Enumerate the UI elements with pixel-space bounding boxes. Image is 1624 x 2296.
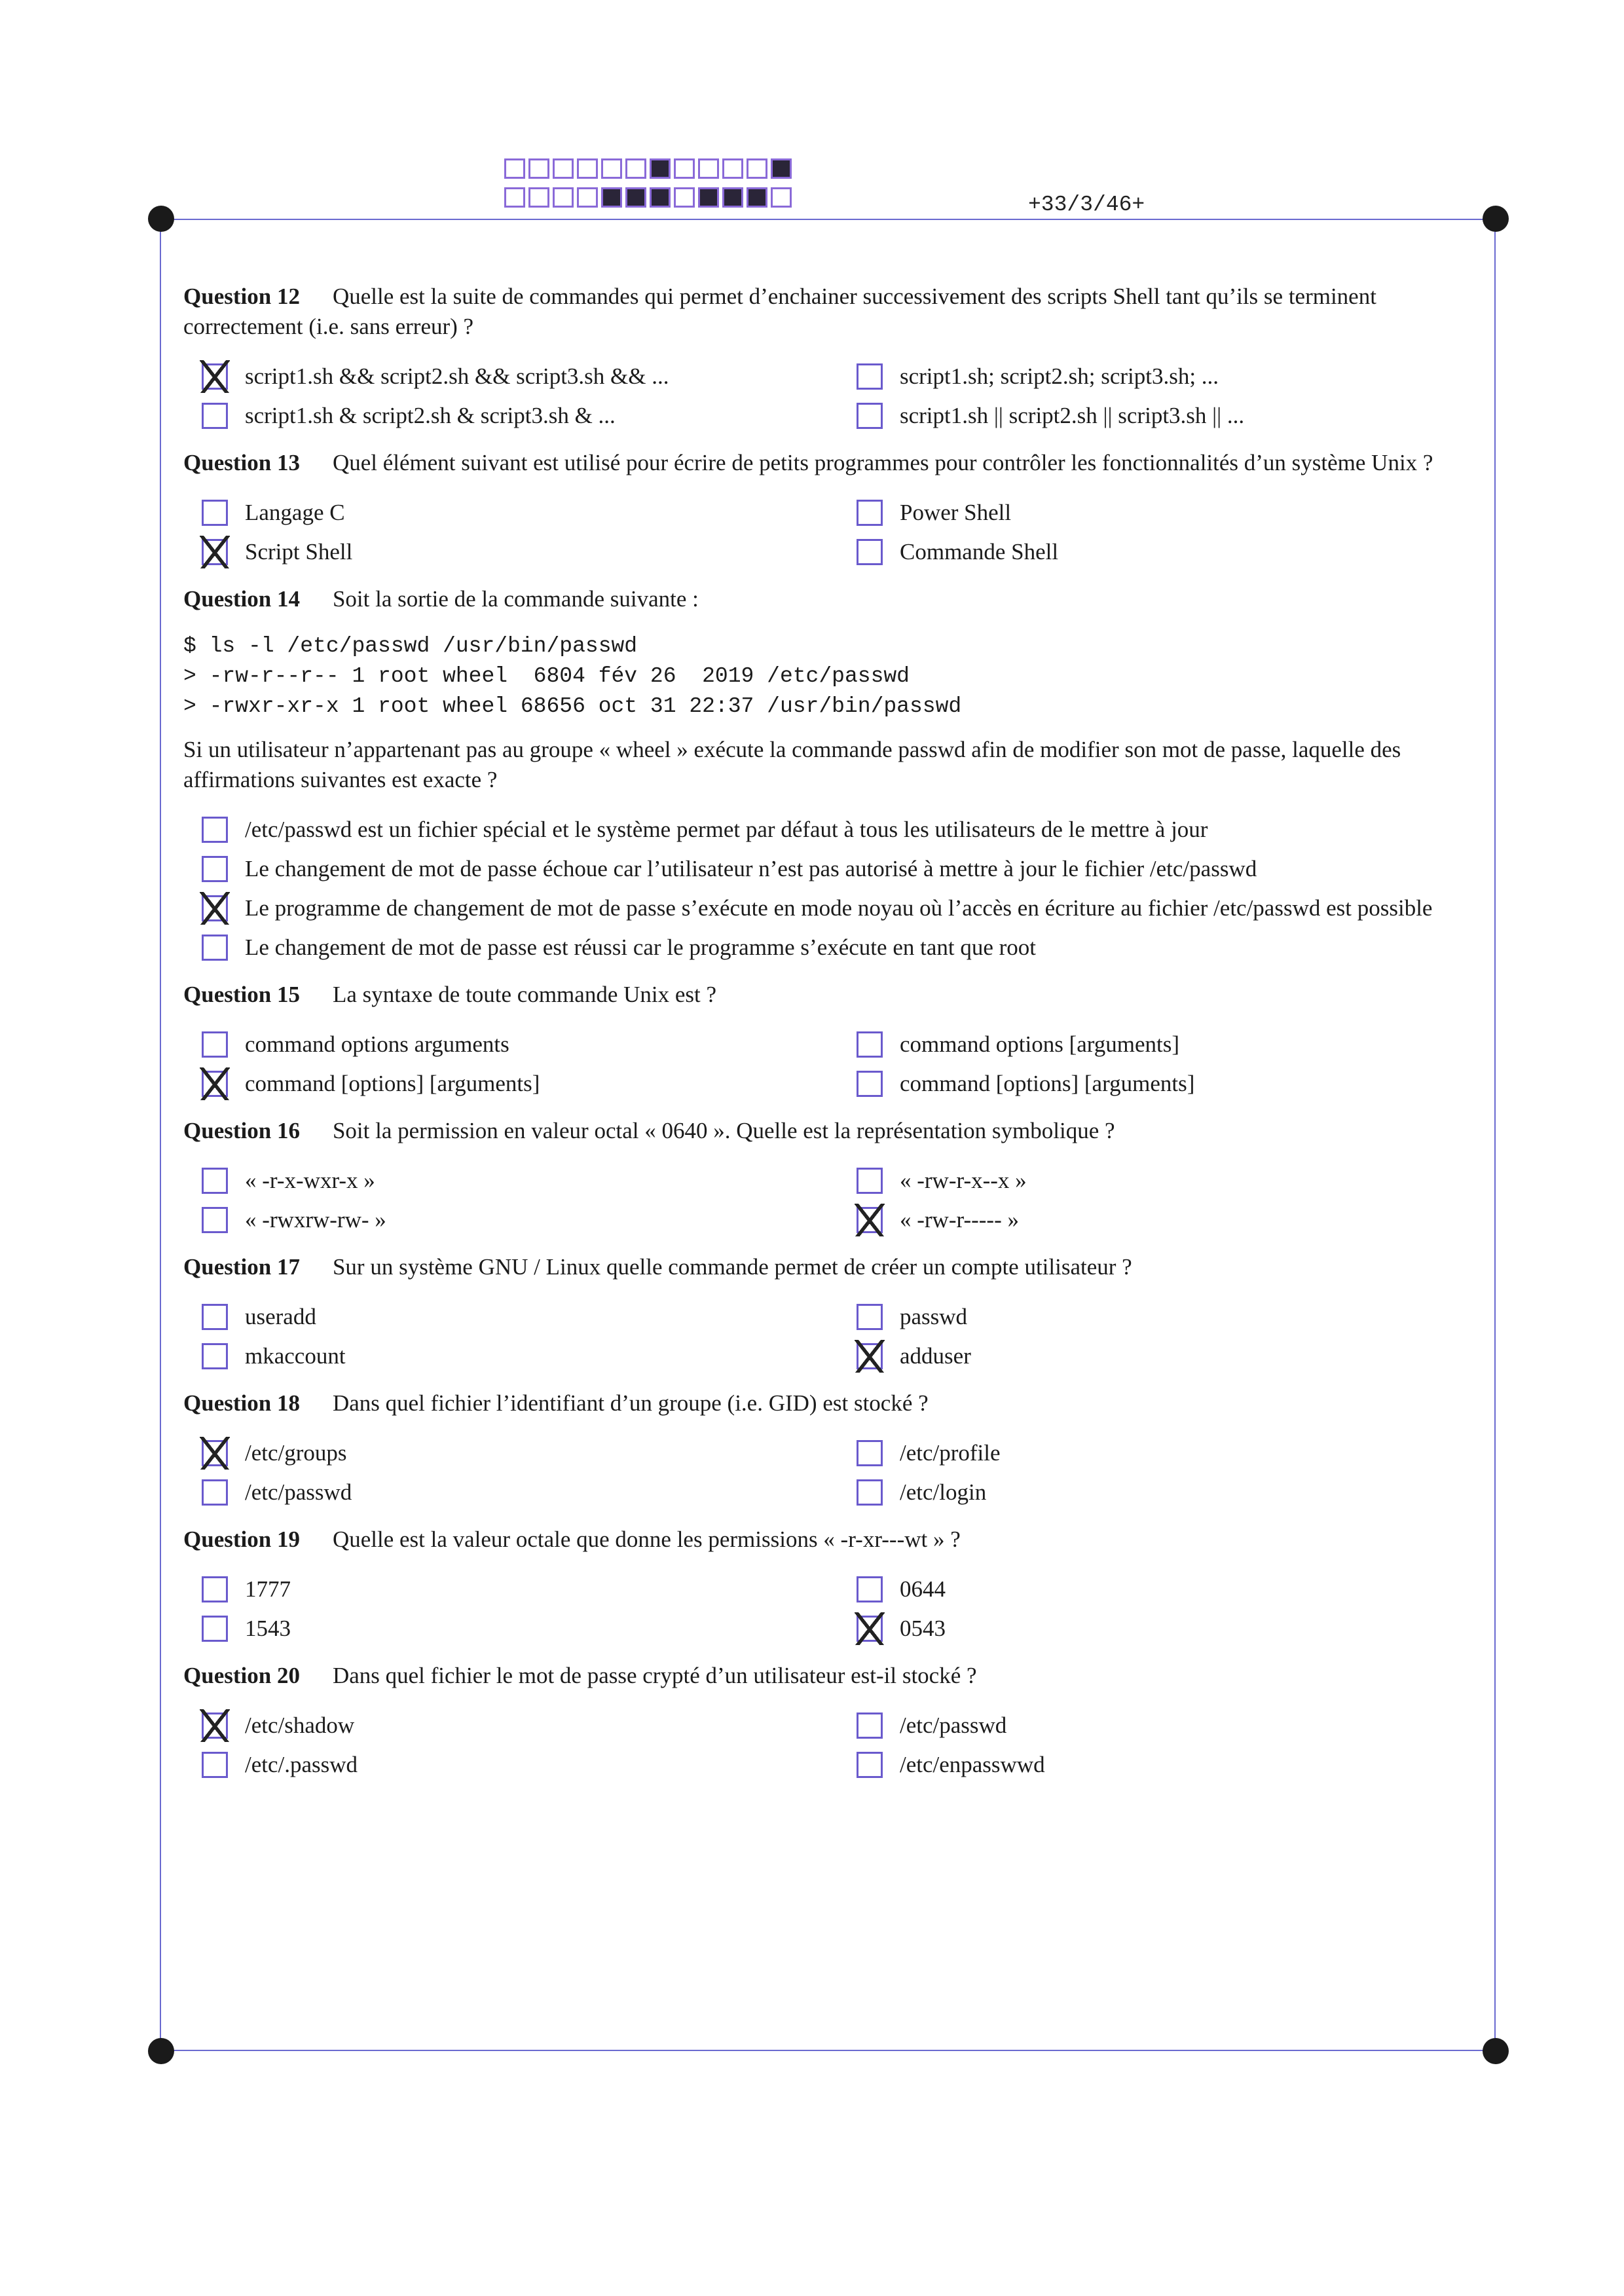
barcode-cell: [625, 158, 646, 179]
code-line: > -rwxr-xr-x 1 root wheel 68656 oct 31 22:37 /usr/bin/passwd: [183, 694, 962, 718]
question-prompt: [183, 282, 1467, 342]
answer-option[interactable]: [202, 1614, 857, 1644]
answer-option[interactable]: [857, 1205, 1485, 1235]
option-label: 1777: [245, 1576, 291, 1602]
answer-option[interactable]: [857, 1574, 1485, 1604]
answer-option[interactable]: [202, 1166, 857, 1196]
barcode-row-1: [504, 158, 792, 179]
question-number: Question 14: [183, 586, 300, 612]
corner-marker-top-left: [148, 206, 174, 232]
question-number: Question 16: [183, 1118, 300, 1143]
answer-option[interactable]: [857, 1614, 1485, 1644]
checkbox[interactable]: [857, 539, 883, 565]
barcode-cell: [722, 158, 743, 179]
barcode-cell: [698, 187, 719, 208]
option-label: script1.sh; script2.sh; script3.sh; ...: [900, 363, 1219, 389]
question-text: Sur un système GNU / Linux quelle commande permet de créer un compte utilisateur ?: [332, 1254, 1132, 1280]
corner-marker-bottom-left: [148, 2038, 174, 2064]
answer-option[interactable]: [202, 1711, 857, 1741]
answer-options: [202, 1166, 1467, 1235]
checkbox[interactable]: [202, 1304, 228, 1330]
question-number: Question 12: [183, 284, 300, 309]
answer-option[interactable]: [857, 401, 1485, 431]
answer-options: [202, 815, 1467, 963]
option-label: /etc/login: [900, 1479, 987, 1505]
answer-option[interactable]: [857, 1750, 1485, 1780]
answer-option[interactable]: [202, 537, 857, 567]
checked-checkbox[interactable]: [857, 1343, 883, 1369]
option-label: command options arguments: [245, 1031, 509, 1057]
checkbox[interactable]: [857, 1576, 883, 1602]
checkbox[interactable]: [857, 1168, 883, 1194]
barcode-cell: [528, 158, 549, 179]
answer-option[interactable]: [857, 1438, 1485, 1468]
barcode-cell: [504, 158, 525, 179]
question-block: [183, 1661, 1467, 1780]
checked-checkbox[interactable]: [202, 1713, 228, 1739]
question-followup: Si un utilisateur n’appartenant pas au groupe « wheel » exécute la commande passwd afin de modifier son mot de passe, laquelle des affirmations suivantes est exacte ?: [183, 737, 1401, 792]
checkbox[interactable]: [857, 1440, 883, 1466]
answer-option[interactable]: [857, 1711, 1485, 1741]
question-prompt: [183, 1116, 1467, 1146]
option-label: /etc/passwd est un fichier spécial et le système permet par défaut à tous les utilisateurs de le mettre à jour: [245, 817, 1208, 842]
option-label: script1.sh && script2.sh && script3.sh && ...: [245, 363, 669, 389]
corner-marker-bottom-right: [1483, 2038, 1509, 2064]
question-number: Question 20: [183, 1663, 300, 1688]
barcode-cell: [553, 158, 574, 179]
question-block: [183, 1116, 1467, 1235]
checked-checkbox[interactable]: [202, 895, 228, 921]
option-label: /etc/profile: [900, 1440, 1001, 1466]
checkbox[interactable]: [857, 1752, 883, 1778]
answer-options: [202, 498, 1467, 567]
option-label: Commande Shell: [900, 539, 1059, 565]
question-text: Quelle est la suite de commandes qui permet d’enchainer successivement des scripts Shell tant qu’ils se terminent correctement (i.e. sans erreur) ?: [183, 284, 1376, 339]
checkbox[interactable]: [857, 500, 883, 526]
answer-option[interactable]: [202, 1029, 857, 1060]
barcode-cell: [601, 158, 622, 179]
checkbox[interactable]: [202, 500, 228, 526]
answer-option[interactable]: [202, 1750, 857, 1780]
answer-option[interactable]: [857, 498, 1485, 528]
question-number: Question 13: [183, 450, 300, 475]
barcode-cell: [674, 158, 695, 179]
checkbox[interactable]: [857, 1031, 883, 1058]
barcode-cell: [577, 158, 598, 179]
checkbox[interactable]: [202, 1616, 228, 1642]
checkbox[interactable]: [202, 1031, 228, 1058]
option-label: Le changement de mot de passe est réussi car le programme s’exécute en tant que root: [245, 935, 1036, 960]
option-label: /etc/groups: [245, 1440, 347, 1466]
barcode-cell: [601, 187, 622, 208]
option-label: Le programme de changement de mot de passe s’exécute en mode noyau où l’accès en écriture au fichier /etc/passwd est possible: [245, 895, 1433, 921]
answer-options: [202, 1302, 1467, 1371]
answer-option[interactable]: [202, 1069, 857, 1099]
question-prompt: [183, 1388, 1467, 1418]
answer-option[interactable]: [202, 1574, 857, 1604]
answer-options: [202, 1029, 1467, 1099]
checked-checkbox[interactable]: [857, 1207, 883, 1233]
checkbox[interactable]: [857, 403, 883, 429]
option-label: Script Shell: [245, 539, 353, 565]
barcode-cell: [650, 187, 671, 208]
checkbox[interactable]: [202, 1479, 228, 1506]
question-block: [183, 448, 1467, 567]
question-block: [183, 1525, 1467, 1644]
question-prompt: [183, 584, 1467, 614]
question-text: Dans quel fichier l’identifiant d’un groupe (i.e. GID) est stocké ?: [332, 1390, 929, 1416]
answer-option[interactable]: [202, 361, 857, 392]
option-label: /etc/passwd: [245, 1479, 352, 1505]
question-prompt: [183, 1252, 1467, 1282]
option-label: /etc/shadow: [245, 1713, 355, 1738]
answer-option[interactable]: [857, 361, 1485, 392]
answer-option[interactable]: [202, 1302, 857, 1332]
option-label: command [options] [arguments]: [245, 1071, 540, 1096]
barcode-cell: [553, 187, 574, 208]
option-label: adduser: [900, 1343, 971, 1369]
code-block: [183, 631, 1467, 722]
barcode-cell: [625, 187, 646, 208]
option-label: script1.sh || script2.sh || script3.sh || ...: [900, 403, 1245, 428]
question-block: [183, 980, 1467, 1099]
question-text: Soit la sortie de la commande suivante :: [332, 586, 699, 612]
code-line: > -rw-r--r-- 1 root wheel 6804 fév 26 2019 /etc/passwd: [183, 664, 910, 688]
question-prompt: [183, 980, 1467, 1010]
checkbox[interactable]: [857, 1713, 883, 1739]
answer-option[interactable]: [202, 1341, 857, 1371]
answer-option[interactable]: [857, 1166, 1485, 1196]
question-text: Dans quel fichier le mot de passe crypté d’un utilisateur est-il stocké ?: [332, 1663, 977, 1688]
answer-option[interactable]: [202, 933, 1459, 963]
option-label: 0543: [900, 1616, 946, 1641]
checkbox[interactable]: [202, 1576, 228, 1602]
question-block: [183, 282, 1467, 431]
option-label: « -rw-r-x--x »: [900, 1168, 1027, 1193]
answer-option[interactable]: [202, 854, 1459, 884]
option-label: 0644: [900, 1576, 946, 1602]
barcode-cell: [650, 158, 671, 179]
option-label: mkaccount: [245, 1343, 346, 1369]
checkbox[interactable]: [857, 1479, 883, 1506]
answer-options: [202, 1438, 1467, 1508]
option-label: Langage C: [245, 500, 345, 525]
answer-option[interactable]: [857, 1341, 1485, 1371]
option-label: /etc/enpasswwd: [900, 1752, 1045, 1777]
checkbox[interactable]: [202, 1343, 228, 1369]
option-label: « -r-x-wxr-x »: [245, 1168, 375, 1193]
question-prompt: [183, 1661, 1467, 1691]
option-label: Le changement de mot de passe échoue car l’utilisateur n’est pas autorisé à mettre à jour le fichier /etc/passwd: [245, 856, 1257, 881]
question-text: Soit la permission en valeur octal « 0640 ». Quelle est la représentation symbolique ?: [332, 1118, 1115, 1143]
option-label: « -rw-r----- »: [900, 1207, 1019, 1232]
barcode-cell: [577, 187, 598, 208]
question-prompt: [183, 448, 1467, 478]
checkbox[interactable]: [857, 1071, 883, 1097]
question-text: La syntaxe de toute commande Unix est ?: [332, 982, 717, 1007]
barcode-row-2: [504, 187, 792, 208]
checkbox[interactable]: [202, 935, 228, 961]
barcode-cell: [698, 158, 719, 179]
question-number: Question 15: [183, 982, 300, 1007]
answer-option[interactable]: [202, 893, 1459, 923]
answer-option[interactable]: [202, 1477, 857, 1508]
barcode-cell: [747, 158, 767, 179]
checkbox[interactable]: [202, 817, 228, 843]
question-text: Quelle est la valeur octale que donne les permissions « -r-xr---wt » ?: [332, 1527, 961, 1552]
answer-options: [202, 1574, 1467, 1644]
answer-option[interactable]: [202, 498, 857, 528]
barcode-cell: [722, 187, 743, 208]
answer-option[interactable]: [857, 1477, 1485, 1508]
answer-options: [202, 1711, 1467, 1780]
option-label: script1.sh & script2.sh & script3.sh & ...: [245, 403, 616, 428]
question-prompt: [183, 1525, 1467, 1555]
checkbox[interactable]: [857, 1304, 883, 1330]
option-label: /etc/.passwd: [245, 1752, 358, 1777]
answer-option[interactable]: [857, 1069, 1485, 1099]
page-id: +33/3/46+: [1028, 193, 1145, 217]
answer-option[interactable]: [202, 401, 857, 431]
barcode-cell: [528, 187, 549, 208]
answer-option[interactable]: [857, 1302, 1485, 1332]
checked-checkbox[interactable]: [857, 1616, 883, 1642]
question-text: Quel élément suivant est utilisé pour écrire de petits programmes pour contrôler les fonctionnalités d’un système Unix ?: [332, 450, 1433, 475]
option-label: Power Shell: [900, 500, 1012, 525]
checked-checkbox[interactable]: [202, 539, 228, 565]
option-label: /etc/passwd: [900, 1713, 1007, 1738]
option-label: useradd: [245, 1304, 316, 1329]
checkbox[interactable]: [202, 856, 228, 882]
checkbox[interactable]: [202, 1168, 228, 1194]
question-block: [183, 1252, 1467, 1371]
barcode-cell: [771, 158, 792, 179]
option-label: 1543: [245, 1616, 291, 1641]
corner-marker-top-right: [1483, 206, 1509, 232]
answer-option[interactable]: [202, 1205, 857, 1235]
checked-checkbox[interactable]: [202, 1071, 228, 1097]
checkbox[interactable]: [202, 1752, 228, 1778]
answer-options: [202, 361, 1467, 431]
option-label: command [options] [arguments]: [900, 1071, 1195, 1096]
barcode-cell: [747, 187, 767, 208]
question-block: [183, 584, 1467, 963]
option-label: « -rwxrw-rw- »: [245, 1207, 386, 1232]
barcode-cell: [674, 187, 695, 208]
code-line: $ ls -l /etc/passwd /usr/bin/passwd: [183, 634, 638, 658]
checkbox[interactable]: [202, 403, 228, 429]
checkbox[interactable]: [202, 1207, 228, 1233]
question-number: Question 18: [183, 1390, 300, 1416]
checked-checkbox[interactable]: [202, 1440, 228, 1466]
checkbox[interactable]: [857, 363, 883, 390]
answer-option[interactable]: [202, 815, 1459, 845]
answer-option[interactable]: [857, 1029, 1485, 1060]
question-number: Question 19: [183, 1527, 300, 1552]
barcode-cell: [771, 187, 792, 208]
answer-option[interactable]: [857, 537, 1485, 567]
question-block: [183, 1388, 1467, 1508]
option-label: passwd: [900, 1304, 968, 1329]
checked-checkbox[interactable]: [202, 363, 228, 390]
barcode-cell: [504, 187, 525, 208]
answer-option[interactable]: [202, 1438, 857, 1468]
questionnaire: [183, 282, 1467, 1797]
option-label: command options [arguments]: [900, 1031, 1180, 1057]
question-number: Question 17: [183, 1254, 300, 1280]
